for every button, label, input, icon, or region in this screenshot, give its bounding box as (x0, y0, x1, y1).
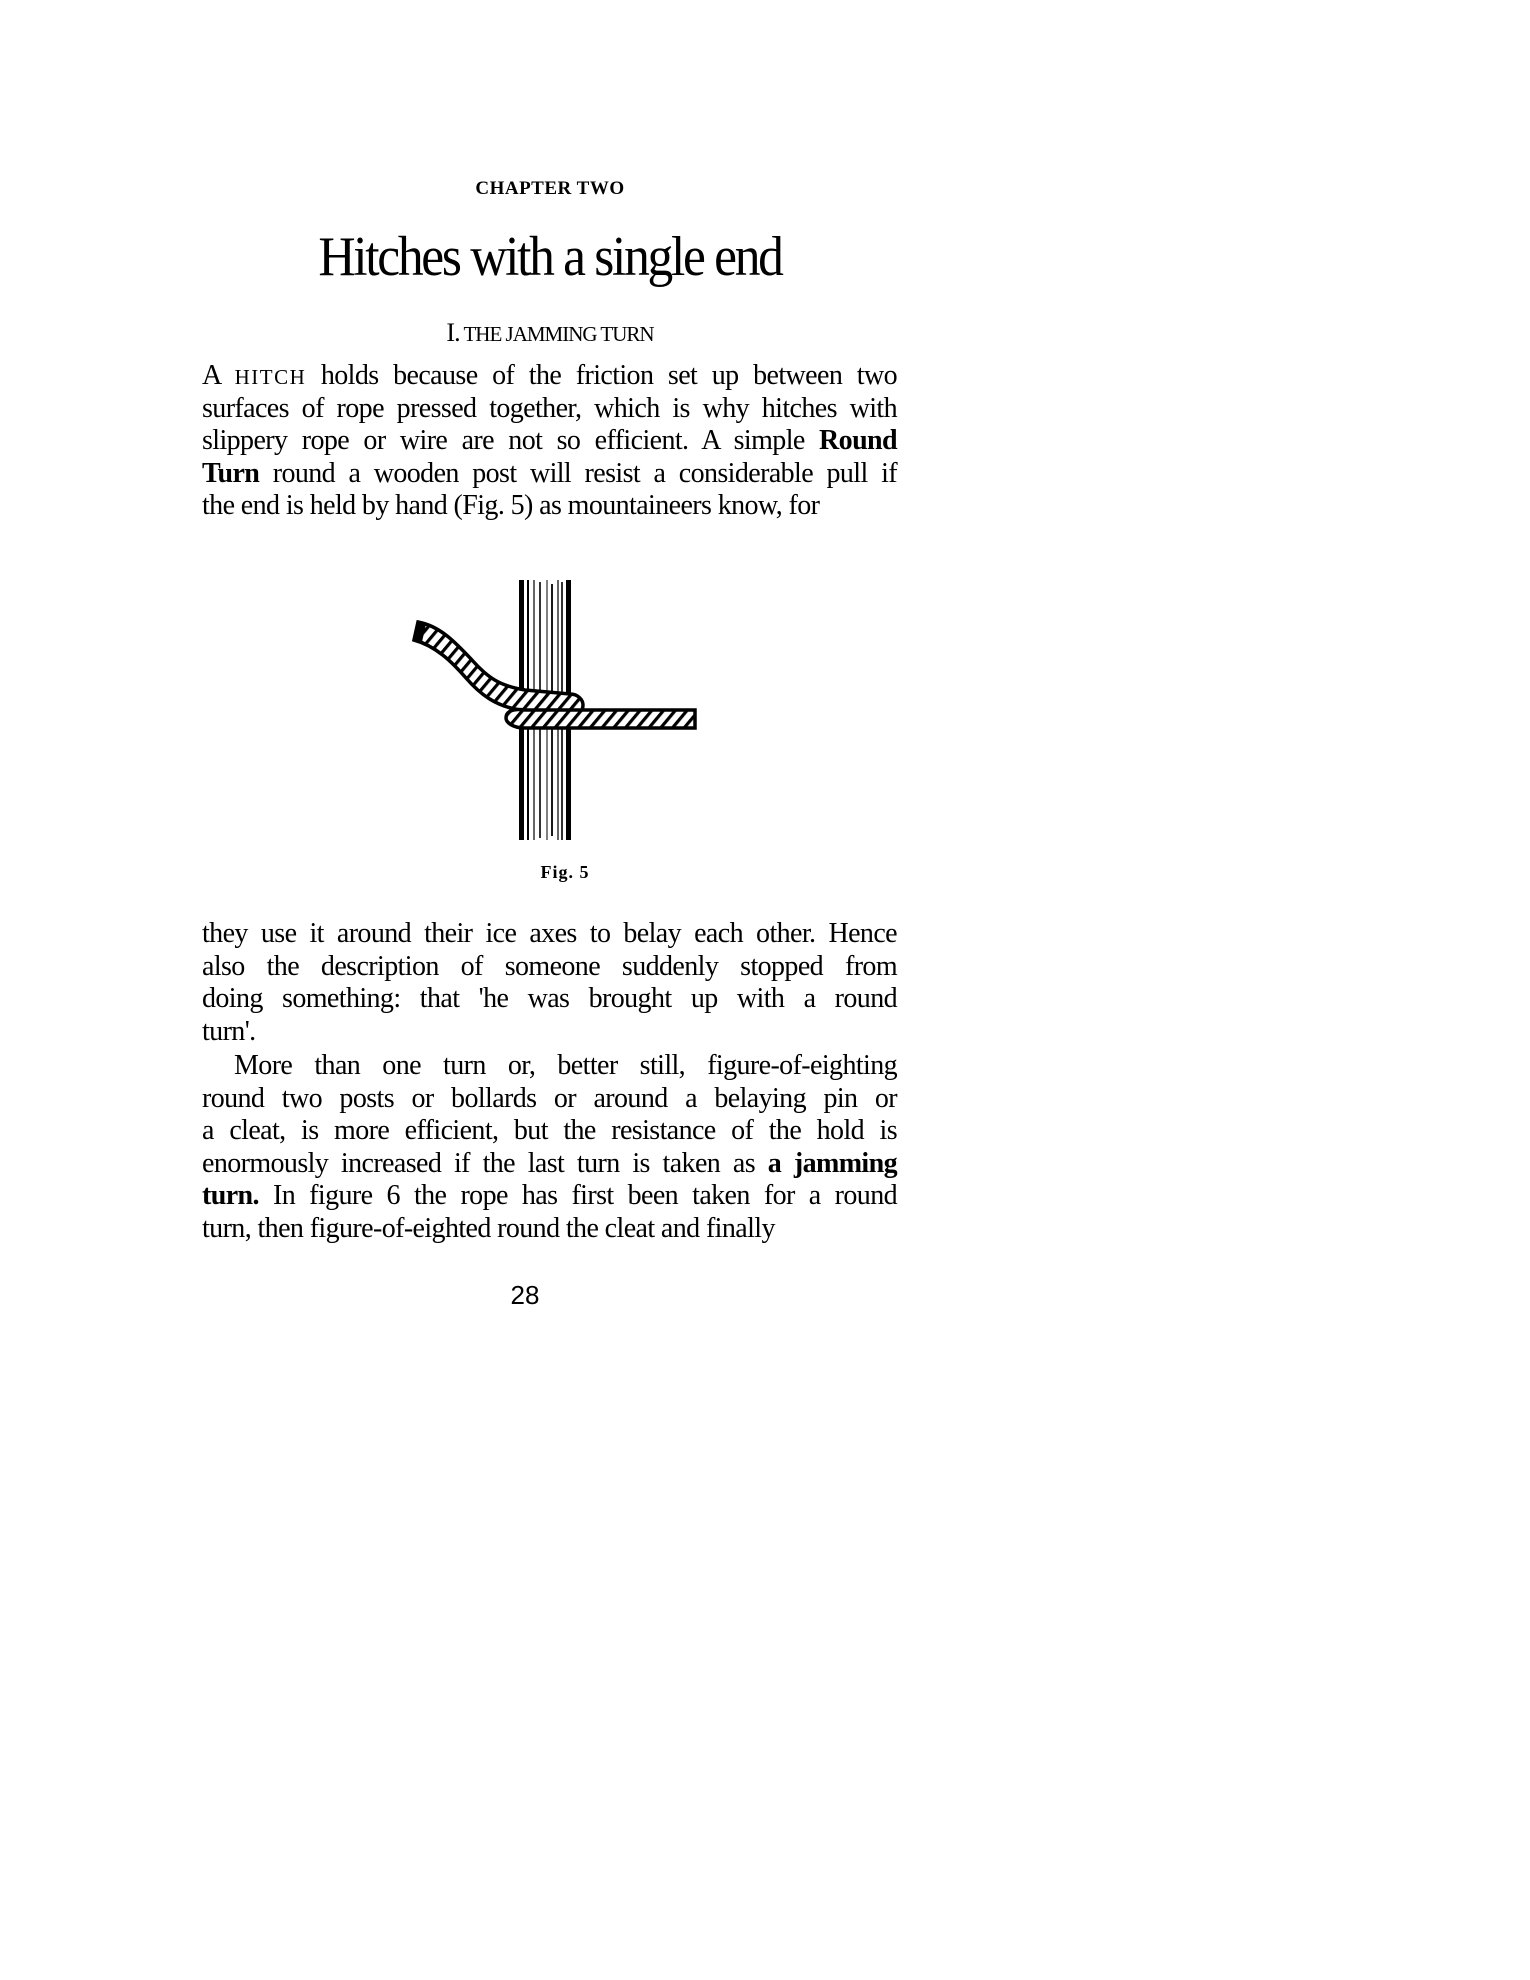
section-title: THE JAMMING TURN (463, 322, 654, 346)
text-line (202, 1213, 897, 1246)
text-line (202, 1083, 897, 1116)
text-line (202, 458, 897, 491)
chapter-label: CHAPTER TWO (475, 178, 625, 199)
text-segment: the end is held by hand (Fig. 5) as mountaineers know, for (202, 490, 820, 521)
section-number: I. (446, 318, 460, 347)
text-segment: surfaces of rope pressed together, which is why hitches with (202, 392, 897, 424)
text-line (202, 490, 897, 523)
section-heading (200, 318, 900, 348)
text-line (202, 1180, 897, 1213)
text-segment: doing something: that 'he was brought up with a round (202, 983, 897, 1014)
paragraph-3 (202, 1050, 897, 1245)
figure-caption: Fig. 5 (540, 862, 590, 882)
page-number: 28 (510, 1280, 540, 1310)
text-segment: they use it around their ice axes to belay each other. Hence (202, 918, 897, 949)
text-line (202, 983, 897, 1016)
text-line (202, 360, 897, 393)
text-segment: holds because of the friction set up between two (306, 360, 897, 391)
chapter-title: Hitches with a single end (318, 226, 782, 288)
text-segment: round two posts or bollards or around a belaying pin or (202, 1082, 897, 1114)
text-segment: round a wooden post will resist a considerable pull if (259, 457, 897, 489)
text-line (202, 425, 897, 458)
text-line (202, 1148, 897, 1181)
text-segment: turn, then figure-of-eighted round the cleat and finally (202, 1212, 775, 1244)
text-line (202, 951, 897, 984)
text-segment: More than one turn or, better still, figure-of-eighting (234, 1050, 897, 1081)
text-segment: a cleat, is more efficient, but the resistance of the hold is (202, 1115, 897, 1146)
text-segment: turn'. (202, 1015, 256, 1047)
text-segment: enormously increased if the last turn is taken as (202, 1147, 768, 1179)
text-line (202, 918, 897, 951)
text-segment: also the description of someone suddenly stopped from (202, 950, 897, 982)
paragraph-1 (202, 360, 897, 523)
smallcaps-term: HITCH (234, 365, 307, 389)
bold-term: Round (819, 425, 897, 456)
text-line (202, 1050, 897, 1083)
paragraph-2 (202, 918, 897, 1048)
text-segment: A (202, 360, 235, 391)
bold-term: Turn (202, 457, 260, 489)
text-segment: In figure 6 the rope has first been taken for a round (258, 1180, 897, 1211)
text-line (202, 1016, 897, 1049)
bold-term: turn. (202, 1180, 259, 1211)
text-segment: slippery rope or wire are not so efficient. A simple (202, 425, 820, 456)
text-line (202, 393, 897, 426)
text-line (202, 1115, 897, 1148)
figure-round-turn-illustration (400, 560, 730, 860)
bold-term: a jamming (767, 1147, 897, 1179)
